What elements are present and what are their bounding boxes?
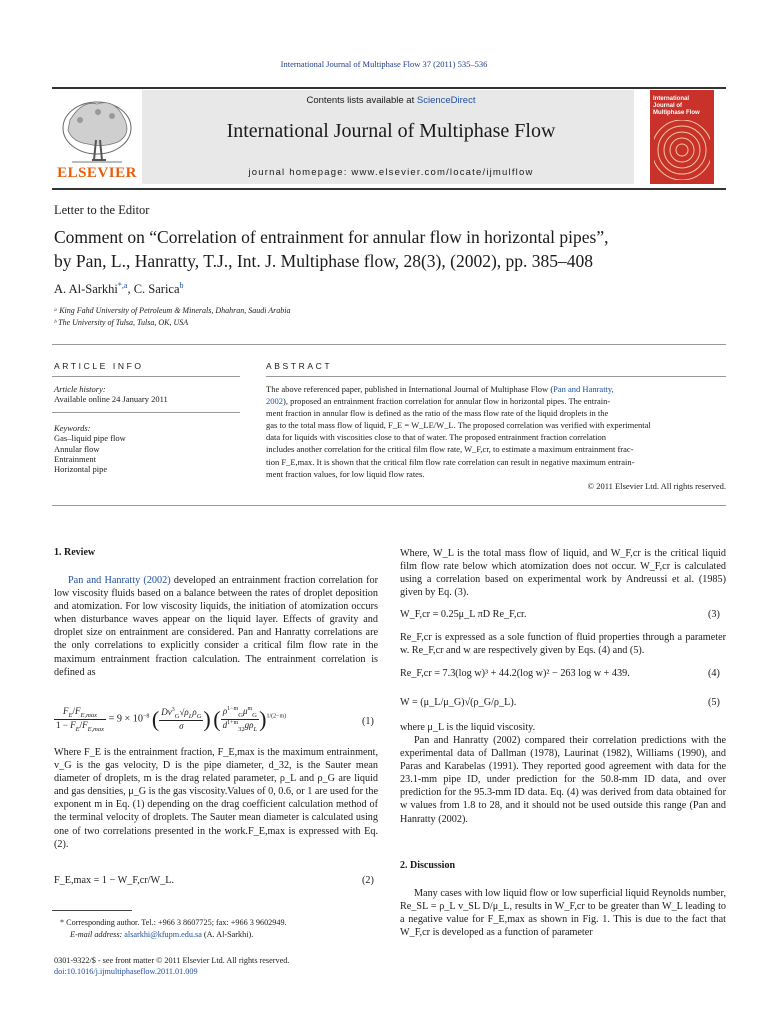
abstract-ref-link[interactable]: Pan and Hanratty, bbox=[553, 384, 614, 394]
doi-link[interactable]: doi:10.1016/j.ijmultiphaseflow.2011.01.009 bbox=[54, 967, 198, 976]
email-link[interactable]: alsarkhi@kfupm.edu.sa bbox=[124, 930, 202, 939]
keywords-block bbox=[54, 423, 126, 474]
abstract-ref-link[interactable]: 2002 bbox=[266, 396, 283, 407]
abstract-text: includes another correlation for the critical film flow rate, W_F,cr, to estimate a maximum entrainment frac- bbox=[266, 444, 634, 455]
equation-1: $\frac{F_E/F_{E,max}}{1 - F_E/F_{E,max}}$ = $9 \times 10^{-8}$ ( $\frac{Dv^3_G√\rho_L\rho_G}{\sigma}$ ) ( $\frac{\rho^{1-m}_G\mu^m_G}{d^{1+m}_{32}g\rho_L}$ )$^{1/(2-m)}$ bbox=[56, 706, 287, 733]
equation-2-number: (2) bbox=[362, 875, 374, 886]
equation-3-number: (3) bbox=[708, 609, 720, 620]
sciencedirect-link[interactable]: ScienceDirect bbox=[416, 95, 476, 106]
abstract-text: gas to the total mass flow of liquid, F_E = W_LE/W_L. The proposed correlation was verified with experimental bbox=[266, 420, 651, 431]
equation-4: Re_F,cr = 7.3(log w)³ + 44.2(log w)² − 263 log w + 439. bbox=[400, 668, 630, 679]
article-history bbox=[54, 384, 168, 405]
history-rule bbox=[52, 412, 240, 413]
article-title-line-2: by Pan, L., Hanratty, T.J., Int. J. Multiphase flow, 28(3), (2002), pp. 385–408 bbox=[54, 251, 594, 271]
review-paragraph-4 bbox=[400, 631, 726, 657]
abstract-text: data for liquids with viscosities close to that of water. The proposed entrainment fraction correlation bbox=[266, 432, 606, 443]
email-suffix: (A. Al-Sarkhi). bbox=[201, 930, 254, 939]
equation-3: W_F,cr = 0.25μ_L πD Re_F,cr. bbox=[400, 609, 527, 620]
review-paragraph-2 bbox=[54, 746, 378, 851]
paragraph-text: Pan and Hanratty (2002) compared their correlation predictions with the experimental data of Dallman (1978), Laurinat (1982), Williams (1990), and Paras and Karabelas (1991). They reported good agreement with data for the 23.1-mm pipe ID, under prediction for the 50.8-mm ID data, and over prediction for the 95.3-mm ID data. Eq. (4) was derived from data obtained for w values from 1.8 to 28, and it should not be used outside this range (Pan and Hanratty (2002). bbox=[400, 735, 726, 825]
contents-prefix: Contents lists available at bbox=[306, 95, 417, 106]
corresponding-author-note: * Corresponding author. Tel.: +966 3 8607725; fax: +966 3 9602949. bbox=[60, 918, 287, 927]
abstract-text: ment fraction values, for low liquid flow rates. bbox=[266, 468, 425, 479]
keyword-item: Entrainment bbox=[54, 453, 97, 464]
journal-citation[interactable]: International Journal of Multiphase Flow 37 (2011) 535–536 bbox=[280, 59, 488, 69]
article-info-heading: ARTICLE INFO bbox=[54, 361, 144, 371]
abstract-text: ment fraction in annular flow is defined as the ratio of the mass flow rate of the liquid droplets in the bbox=[266, 408, 609, 419]
author-2: C. Sarica bbox=[133, 282, 180, 297]
elsevier-wordmark: ELSEVIER bbox=[57, 165, 137, 181]
info-heading-rule bbox=[52, 376, 240, 377]
affiliation-b: ᵇ The University of Tulsa, Tulsa, OK, USA bbox=[54, 318, 189, 327]
keyword-item: Horizontal pipe bbox=[54, 464, 108, 475]
author-1-marks[interactable]: *,a bbox=[117, 281, 128, 290]
journal-cover-thumbnail bbox=[650, 90, 714, 184]
article-title-line-1: Comment on “Correlation of entrainment for annular flow in horizontal pipes”, bbox=[54, 227, 609, 247]
equation-1-number: (1) bbox=[362, 716, 374, 727]
abstract-text: tion F_E,max. It is shown that the critical film flow rate correlation can result in negative maximum entrain- bbox=[266, 456, 635, 467]
keyword-item: Annular flow bbox=[54, 443, 100, 454]
abstract-heading-rule bbox=[266, 376, 726, 377]
review-paragraph-6 bbox=[400, 734, 726, 826]
cover-pattern bbox=[654, 120, 710, 180]
keyword-item: Gas–liquid pipe flow bbox=[54, 433, 126, 444]
email-note bbox=[70, 929, 253, 940]
info-top-rule bbox=[52, 344, 726, 345]
homepage-url[interactable]: www.elsevier.com/locate/ijmulflow bbox=[351, 167, 534, 178]
article-type: Letter to the Editor bbox=[54, 203, 150, 217]
keywords-label: Keywords: bbox=[54, 423, 91, 433]
discussion-paragraph-1 bbox=[400, 887, 726, 939]
paragraph-text: Where, W_L is the total mass flow of liquid, and W_F,cr is the critical liquid film flow rate below which atomization does not occur. W_F,cr is calculated using a correlation based on experimental work by Andreussi et al. (1985) given by Eq. (3). bbox=[400, 548, 726, 599]
header-top-rule bbox=[52, 87, 726, 89]
history-label: Article history: bbox=[54, 384, 106, 394]
paragraph-text: developed an entrainment fraction correlation for low viscosity fluids based on a balance between the rates of droplet deposition and atomization. For low viscosity liquids, the initiation of atomization occurs when disturbance waves appear on the liquid layer. Effects of gravity and droplet size on entrainment are considered. Pan and Hanratty correlations are the only correlations to explicitly consider a critical film flow rate in the maximum entrainment fraction calculation. The entrainment correlation is defined as bbox=[54, 575, 378, 678]
review-paragraph-5 bbox=[400, 721, 726, 734]
abstract-text: The above referenced paper, published in International Journal of Multiphase Flow ( bbox=[266, 384, 554, 394]
author-2-marks[interactable]: b bbox=[179, 281, 184, 290]
footnote-rule bbox=[52, 910, 132, 911]
issn-line: 0301-9322/$ - see front matter © 2011 Elsevier Ltd. All rights reserved. bbox=[54, 956, 290, 965]
affiliation-a: ᵃ King Fahd University of Petroleum & Minerals, Dhahran, Saudi Arabia bbox=[54, 306, 291, 315]
author-list bbox=[54, 281, 184, 297]
abstract-copyright: © 2011 Elsevier Ltd. All rights reserved. bbox=[587, 480, 726, 491]
ref-link[interactable]: Pan and Hanratty (2002) bbox=[68, 575, 171, 586]
equation-5: W = (μ_L/μ_G)√(ρ_G/ρ_L). bbox=[400, 697, 517, 708]
equation-2: F_E,max = 1 − W_F,cr/W_L. bbox=[54, 875, 174, 886]
review-paragraph-3 bbox=[400, 547, 726, 599]
section-heading-discussion: 2. Discussion bbox=[400, 860, 456, 871]
review-paragraph-1 bbox=[54, 574, 378, 679]
paragraph-text: Re_F,cr is expressed as a sole function of fluid properties through a parameter w. Re_F,cr and w are respectively given by Eqs. (4) and (5). bbox=[400, 632, 726, 657]
homepage-prefix: journal homepage: bbox=[248, 167, 352, 178]
journal-homepage bbox=[150, 167, 632, 178]
abstract-body bbox=[266, 383, 726, 492]
equation-5-number: (5) bbox=[708, 697, 720, 708]
abstract-text: ), proposed an entrainment fraction correlation for annular flow in horizontal pipes. The entrain- bbox=[283, 396, 611, 407]
abstract-bottom-rule bbox=[52, 505, 726, 506]
author-1: A. Al-Sarkhi bbox=[54, 282, 118, 297]
cover-title: International Journal of Multiphase Flow bbox=[653, 96, 700, 116]
paragraph-text: Many cases with low liquid flow or low superficial liquid Reynolds number, Re_SL = ρ_L v_SL D/μ_L, results in W_F,cr to be greater than W_L leading to a negative value for F_E,max as shown in Fig. 1. This is due to the fact that W_F,cr is developed as a function of parameter bbox=[400, 888, 726, 939]
contents-line bbox=[150, 95, 632, 106]
header-bottom-rule bbox=[52, 188, 726, 190]
email-label: E-mail address: bbox=[70, 930, 125, 939]
journal-name: International Journal of Multiphase Flow bbox=[226, 120, 556, 142]
equation-4-number: (4) bbox=[708, 668, 720, 679]
history-value: Available online 24 January 2011 bbox=[54, 394, 168, 405]
paragraph-text: Where F_E is the entrainment fraction, F_E,max is the maximum entrainment, v_G is the gas velocity, D is the pipe diameter, d_32, is the Sauter mean diameter of droplets, m is the drag related parameter, ρ_L and ρ_G are liquid and gas densities, μ_G is the gas viscosity.Values of 0, 0.6, or 1 are used for the exponent m in Eq. (1) depending on the drag coefficient calculation method of the terminal velocity of droplets. The Sauter mean diameter is calculated using one of two correlations presented in the work.F_E,max is expressed with Eq. (2). bbox=[54, 747, 378, 850]
author-separator: , bbox=[127, 282, 134, 297]
section-heading-review: 1. Review bbox=[54, 547, 96, 558]
abstract-heading: ABSTRACT bbox=[266, 361, 333, 371]
paragraph-text: where μ_L is the liquid viscosity. bbox=[400, 722, 536, 733]
